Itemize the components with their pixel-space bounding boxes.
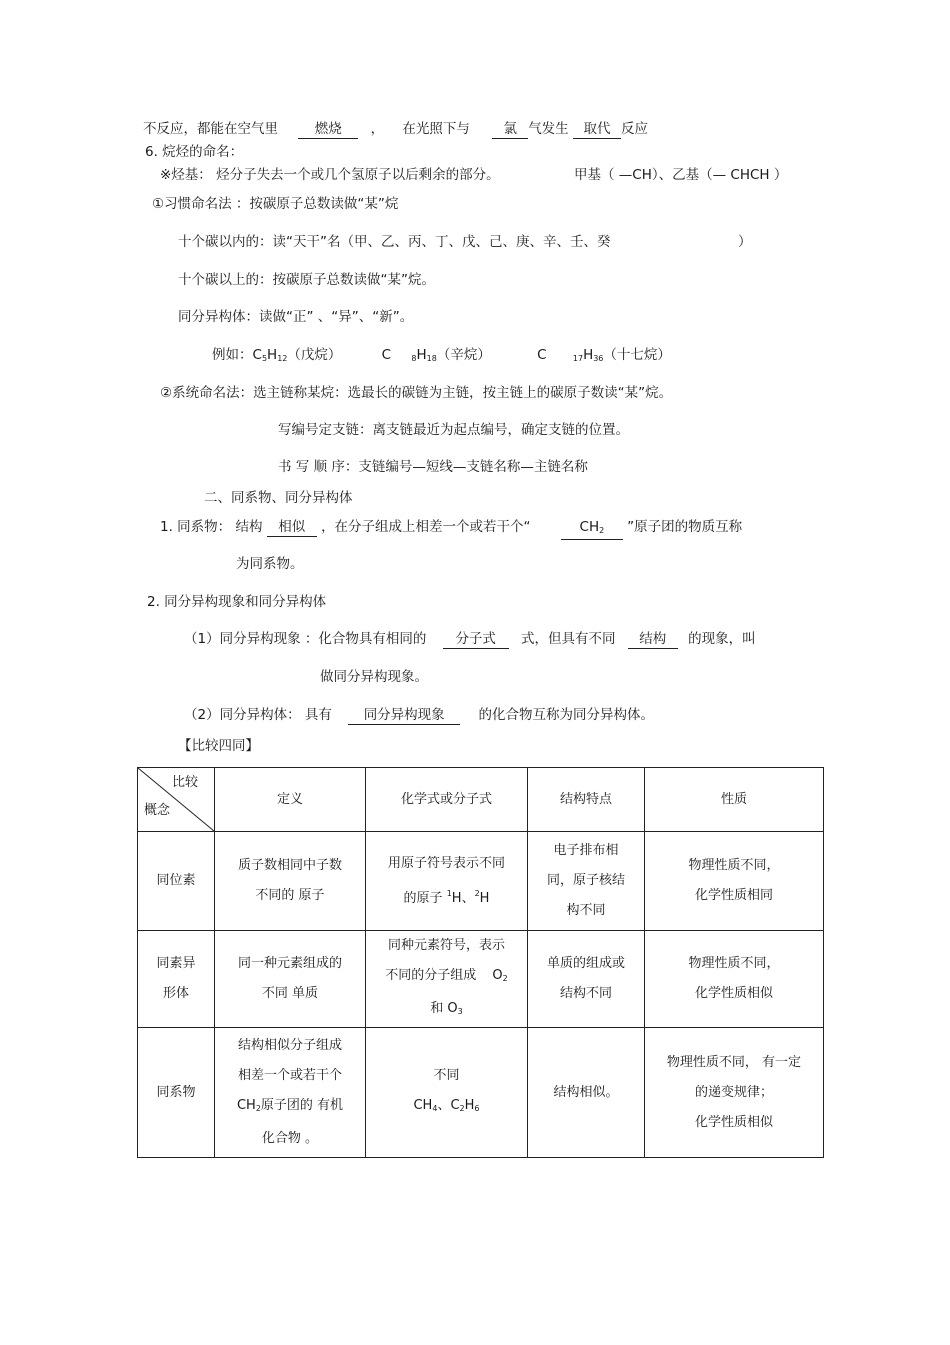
structure-cell: 电子排布相 同，原子核结 构不同 (528, 832, 645, 931)
under-ten-carbons: 十个碳以内的：读“天干”名（甲、乙、丙、丁、戊、己、庚、辛、壬、癸 (178, 234, 611, 250)
isomerism-phenomenon-end: 做同分异构现象。 (320, 669, 428, 685)
table-row (138, 832, 824, 931)
blank-ch2: $CH_2$ (561, 519, 623, 540)
blank-chlorine: 氯 (492, 121, 528, 139)
over-ten-carbons: 十个碳以上的：按碳原子总数读做“某”烷。 (178, 272, 435, 288)
properties-cell: 物理性质不同， 化学性质相同 (645, 832, 824, 931)
table-header-row (138, 768, 824, 832)
blank-substitution: 取代 (573, 121, 621, 139)
compare-title: 【比较四同】 (178, 738, 259, 754)
blank-molecular-formula: 分子式 (443, 631, 509, 649)
under-ten-close: ） (738, 234, 752, 250)
properties-cell: 物理性质不同， 化学性质相似 (645, 931, 824, 1028)
blank-similar: 相似 (267, 519, 317, 537)
methyl-ethyl: 甲基（ —CH）、乙基（— CHCH ） (574, 167, 788, 183)
formula-cell: 同种元素符号，表示 不同的分子组成 $O_2$ 和 $O_3$ (366, 931, 528, 1028)
numbering-rule: 写编号定支链：离支链最近为起点编号，确定支链的位置。 (278, 422, 629, 438)
concept-isotope: 同位素 (138, 832, 215, 931)
blank-isomerism: 同分异构现象 (348, 707, 460, 725)
structure-cell: 单质的组成或 结构不同 (528, 931, 645, 1028)
isomerism-phenomenon: （1）同分异构现象 ：化合物具有相同的 分子式 式，但具有不同 结构 的现象，叫 (184, 631, 756, 647)
systematic-naming-title: ②系统命名法：选主链称某烷：选最长的碳链为主链，按主链上的碳原子数读“某”烷。 (160, 385, 673, 401)
concept-homolog: 同系物 (138, 1028, 215, 1158)
formula-cell: 用原子符号表示不同 的原子 $^1$H、$^2$H (366, 832, 528, 931)
homolog-definition-end: 为同系物。 (236, 556, 304, 572)
table-row (138, 931, 824, 1028)
habitual-naming-title: ①习惯命名法 ：按碳原子总数读做“某”烷 (152, 196, 399, 212)
properties-cell: 物理性质不同， 有一定 的递变规律； 化学性质相似 (645, 1028, 824, 1158)
header-definition: 定义 (215, 768, 366, 832)
corner-cell: 比较 概念 (138, 768, 215, 832)
section-heading-2: 二、同系物、同分异构体 (204, 490, 353, 506)
line-combustion: 不反应，都能在空气里 燃烧 ， 在光照下与 氯 气发生 取代 反应 (143, 121, 648, 137)
isomer-prefixes: 同分异构体：读做“正” 、“异”、“新”。 (178, 309, 414, 325)
isomer-definition: （2）同分异构体： 具有 同分异构现象 的化合物互称为同分异构体。 (184, 707, 654, 723)
alkyl-definition: ※烃基： 烃分子失去一个或几个氢原子以后剩余的部分。 (160, 167, 500, 183)
writing-order: 书 写 顺 序：支链编号—短线—支链名称—主链名称 (278, 459, 588, 475)
blank-structure: 结构 (628, 631, 678, 649)
definition-cell: 结构相似分子组成 相差一个或若干个 $CH_2$原子团的 有机 化合物 。 (215, 1028, 366, 1158)
blank-combustion: 燃烧 (298, 121, 358, 139)
naming-examples: 例如：$C_5H_{12}$（戊烷） C $_8H_{18}$（辛烷） C $_{17}H_{36}$（十七烷） (212, 347, 671, 363)
header-formula: 化学式或分子式 (366, 768, 528, 832)
header-properties: 性质 (645, 768, 824, 832)
comparison-table (137, 767, 824, 1158)
header-structure: 结构特点 (528, 768, 645, 832)
formula-cell: 不同 $CH_4$、$C_2H_6$ (366, 1028, 528, 1158)
definition-cell: 同一种元素组成的 不同 单质 (215, 931, 366, 1028)
heading-alkane-naming: 6. 烷烃的命名： (145, 144, 244, 160)
structure-cell: 结构相似。 (528, 1028, 645, 1158)
definition-cell: 质子数相同中子数 不同的 原子 (215, 832, 366, 931)
table-row (138, 1028, 824, 1158)
homolog-definition: 1. 同系物： 结构 相似 ，在分子组成上相差一个或若干个“ $CH_2$ ”原子团的物质互称 (160, 518, 742, 540)
isomerism-title: 2. 同分异构现象和同分异构体 (147, 594, 327, 610)
concept-allotrope: 同素异 形体 (138, 931, 215, 1028)
